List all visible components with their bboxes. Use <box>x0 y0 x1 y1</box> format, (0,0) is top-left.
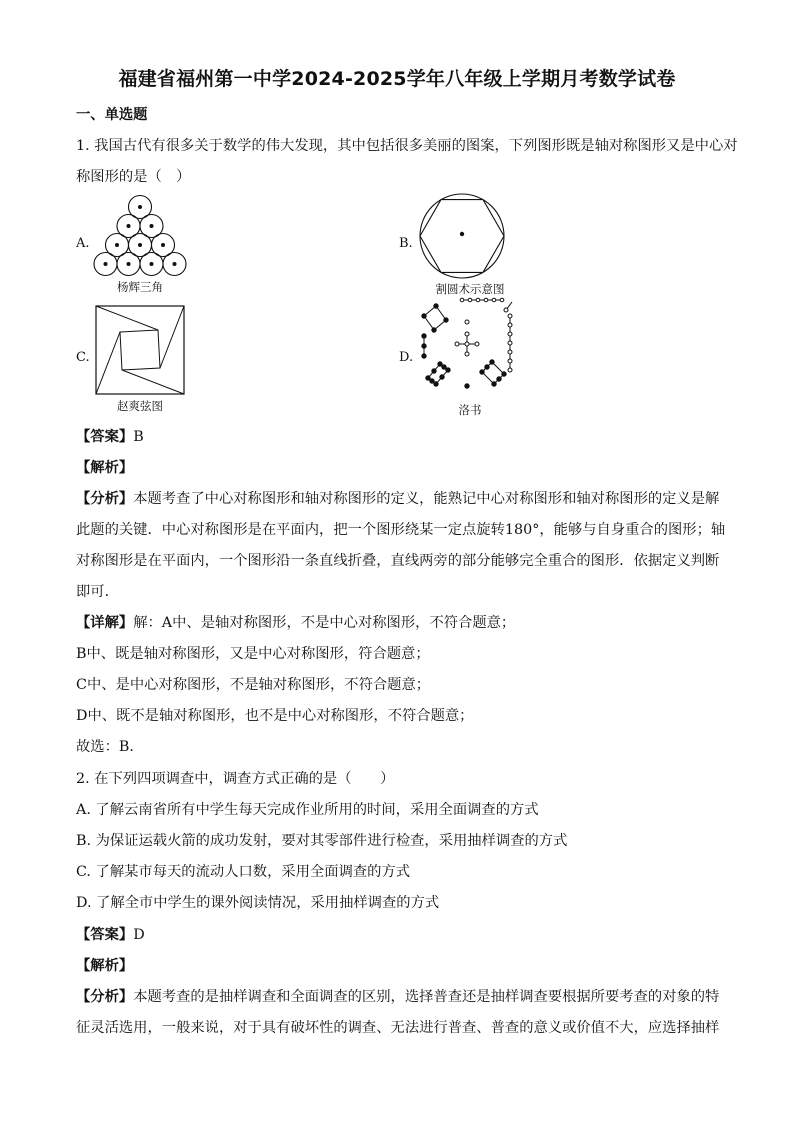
q2-answer: 【答案】D <box>76 927 145 943</box>
q1-detail-line1: 【详解】解：A中、是轴对称图形，不是中心对称图形，不符合题意； <box>76 615 516 631</box>
q1-stem-line1: 1. 我国古代有很多关于数学的伟大发现，其中包括很多美丽的图案，下列图形既是轴对称图形又是中心对 <box>76 138 738 154</box>
yanghui-triangle-figure <box>92 194 188 280</box>
q2-analysis-line2: 征灵活选用，一般来说，对于具有破坏性的调查、无法进行普查、普查的意义或价值不大，应选择抽样 <box>76 1020 720 1036</box>
q1-option-c-label: C. <box>76 350 90 365</box>
q2-stem: 2. 在下列四项调查中，调查方式正确的是（ ） <box>76 771 395 787</box>
q1-analysis-line1: 【分析】本题考查了中心对称图形和轴对称图形的定义，能熟记中心对称图形和轴对称图形的定义是解 <box>76 491 720 507</box>
q2-option-a: A. 了解云南省所有中学生每天完成作业所用的时间，采用全面调查的方式 <box>76 802 539 818</box>
q2-analysis-line1: 【分析】本题考查的是抽样调查和全面调查的区别，选择普查还是抽样调查要根据所要考查的对象的特 <box>76 989 720 1005</box>
q1-option-b-label: B. <box>399 236 413 251</box>
q2-option-d: D. 了解全市中学生的课外阅读情况，采用抽样调查的方式 <box>76 895 440 911</box>
q2-option-c: C. 了解某市每天的流动人口数，采用全面调查的方式 <box>76 864 411 880</box>
q1-answer: 【答案】B <box>76 429 144 445</box>
q1-option-a-caption: 杨辉三角 <box>117 280 163 294</box>
circle-cutting-figure <box>418 192 506 280</box>
q1-option-c-caption: 赵爽弦图 <box>117 399 163 413</box>
q1-jiexi-heading: 【解析】 <box>76 460 134 476</box>
q1-analysis-line4: 即可． <box>76 584 119 600</box>
q1-option-d-caption: 洛书 <box>458 403 482 417</box>
q1-stem-line2: 称图形的是（ ） <box>76 169 191 185</box>
zhao-shuang-string-figure <box>95 305 185 395</box>
section-heading: 一、单选题 <box>76 107 148 123</box>
luoshu-figure <box>418 296 518 394</box>
q1-detail-line4: D中、既不是轴对称图形，也不是中心对称图形，不符合题意； <box>76 708 474 724</box>
q1-option-d-label: D. <box>399 350 414 365</box>
q1-analysis-line3: 对称图形是在平面内，一个图形沿一条直线折叠，直线两旁的部分能够完全重合的图形．依据定义判断 <box>76 553 720 569</box>
q2-jiexi-heading: 【解析】 <box>76 958 134 974</box>
q1-detail-line2: B中、既是轴对称图形，又是中心对称图形，符合题意； <box>76 646 430 662</box>
q1-detail-line3: C中、是中心对称图形，不是轴对称图形，不符合题意； <box>76 677 431 693</box>
q1-analysis-line2: 此题的关键．中心对称图形是在平面内，把一个图形绕某一定点旋转180°，能够与自身重合的图形；轴 <box>76 522 726 538</box>
q1-detail-line5: 故选：B． <box>76 739 144 755</box>
q1-option-b-caption: 割圆术示意图 <box>435 282 505 296</box>
q1-option-a-label: A. <box>76 236 90 251</box>
q2-option-b: B. 为保证运载火箭的成功发射，要对其零部件进行检查，采用抽样调查的方式 <box>76 833 568 849</box>
page-title: 福建省福州第一中学2024-2025学年八年级上学期月考数学试卷 <box>118 68 676 90</box>
